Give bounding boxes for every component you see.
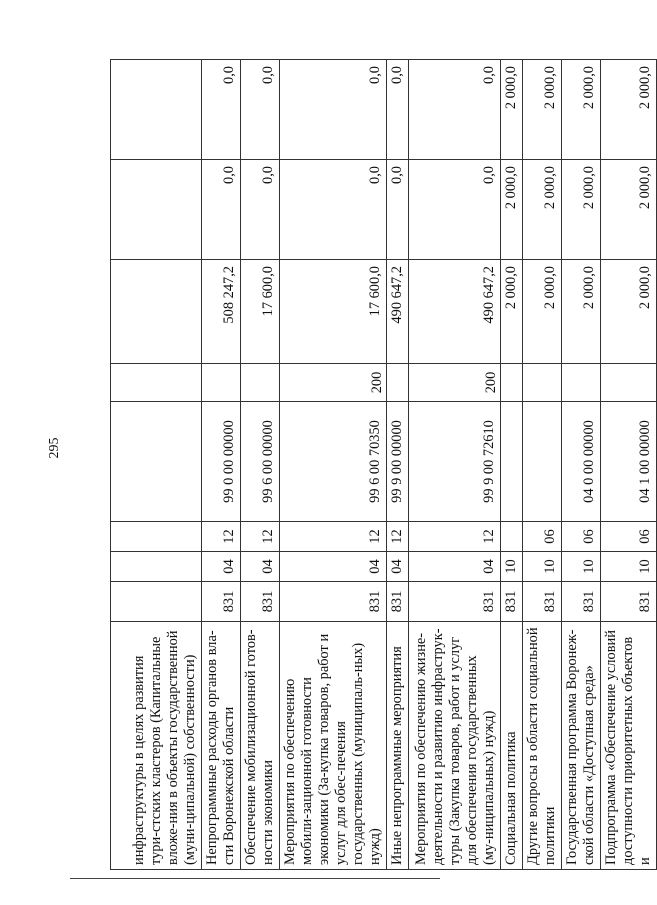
pr-code: 06 [523,522,562,552]
table-row [280,60,387,870]
amount-year-3: 2 000,0 [523,60,562,160]
gr-code: 831 [562,582,601,622]
amount-year-2 [111,160,202,260]
amount-year-3: 0,0 [409,60,501,160]
csr-code: 04 1 00 00000 [601,402,657,522]
amount-year-1: 17 600,0 [280,260,387,364]
amount-year-2: 0,0 [241,160,280,260]
vr-code [523,364,562,402]
pr-code: 12 [241,522,280,552]
csr-code: 04 0 00 00000 [562,402,601,522]
vr-code: 200 [280,364,387,402]
amount-year-3: 0,0 [202,60,241,160]
vr-code [601,364,657,402]
pr-code: 12 [387,522,409,552]
amount-year-1: 17 600,0 [241,260,280,364]
table-row [387,60,409,870]
rz-code: 10 [501,552,523,582]
row-name: Социальная политика [501,622,523,870]
csr-code: 99 0 00 00000 [202,402,241,522]
amount-year-3: 0,0 [241,60,280,160]
csr-code [501,402,523,522]
vr-code [387,364,409,402]
amount-year-2: 2 000,0 [562,160,601,260]
gr-code: 831 [202,582,241,622]
amount-year-3 [111,60,202,160]
amount-year-1: 490 647,2 [387,260,409,364]
csr-code [111,402,202,522]
table-row [241,60,280,870]
footer-line [70,878,440,879]
rz-code: 10 [523,552,562,582]
row-name: Мероприятия по обеспечению жизне-деятельности и развитию инфраструк-туры (Закупка товаров, работ и услуг для обеспечения государственных (му-ниципальных) нужд) [409,622,501,870]
row-name: Другие вопросы в области социальной политики [523,622,562,870]
row-name: Обеспечение мобилизационной готов-ности экономики [241,622,280,870]
amount-year-2: 2 000,0 [601,160,657,260]
csr-code: 99 6 00 70350 [280,402,387,522]
pr-code: 12 [280,522,387,552]
amount-year-2: 0,0 [409,160,501,260]
amount-year-1: 2 000,0 [562,260,601,364]
gr-code: 831 [601,582,657,622]
rz-code: 10 [601,552,657,582]
rotated-page-content [110,60,653,870]
amount-year-3: 2 000,0 [601,60,657,160]
gr-code: 831 [523,582,562,622]
vr-code [111,364,202,402]
amount-year-2: 0,0 [280,160,387,260]
amount-year-2: 0,0 [387,160,409,260]
gr-code: 831 [501,582,523,622]
table-row [601,60,657,870]
amount-year-3: 2 000,0 [501,60,523,160]
budget-table [110,59,657,870]
table-row [409,60,501,870]
row-name: Государственная программа Воронеж-ской области «Доступная среда» [562,622,601,870]
pr-code: 12 [202,522,241,552]
table-row [111,60,202,870]
rz-code: 10 [562,552,601,582]
rz-code: 04 [280,552,387,582]
amount-year-2: 2 000,0 [523,160,562,260]
vr-code: 200 [409,364,501,402]
row-name: Подпрограмма «Обеспечение условий доступности приоритетных объектов и [601,622,657,870]
vr-code [501,364,523,402]
page-number: 295 [47,437,62,459]
table-row [562,60,601,870]
row-name: Непрограммные расходы органов вла-сти Воронежской области [202,622,241,870]
csr-code: 99 9 00 00000 [387,402,409,522]
rz-code: 04 [202,552,241,582]
amount-year-1: 508 247,2 [202,260,241,364]
amount-year-2: 2 000,0 [501,160,523,260]
row-name: инфраструктуры в целях развития тури-стских кластеров (Капитальные вложе-ния в объекты государственной (муни-ципальной) собственности) [111,622,202,870]
rz-code: 04 [241,552,280,582]
vr-code [562,364,601,402]
amount-year-3: 2 000,0 [562,60,601,160]
gr-code: 831 [409,582,501,622]
amount-year-1 [111,260,202,364]
amount-year-3: 0,0 [280,60,387,160]
pr-code [501,522,523,552]
amount-year-1: 2 000,0 [601,260,657,364]
amount-year-1: 2 000,0 [523,260,562,364]
csr-code: 99 9 00 72610 [409,402,501,522]
amount-year-2: 0,0 [202,160,241,260]
gr-code: 831 [387,582,409,622]
gr-code [111,582,202,622]
pr-code: 06 [601,522,657,552]
vr-code [241,364,280,402]
rz-code: 04 [409,552,501,582]
csr-code [523,402,562,522]
row-name: Мероприятия по обеспечению мобили-зационной готовности экономики (За-купка товаров, работ и услуг для обес-печения государственных (муниципаль-ных) нужд) [280,622,387,870]
gr-code: 831 [241,582,280,622]
table-row [202,60,241,870]
rz-code: 04 [387,552,409,582]
row-name: Иные непрограммные мероприятия [387,622,409,870]
gr-code: 831 [280,582,387,622]
table-row [501,60,523,870]
vr-code [202,364,241,402]
amount-year-1: 2 000,0 [501,260,523,364]
pr-code: 12 [409,522,501,552]
amount-year-1: 490 647,2 [409,260,501,364]
csr-code: 99 6 00 00000 [241,402,280,522]
rz-code [111,552,202,582]
pr-code [111,522,202,552]
pr-code: 06 [562,522,601,552]
amount-year-3: 0,0 [387,60,409,160]
table-row [523,60,562,870]
